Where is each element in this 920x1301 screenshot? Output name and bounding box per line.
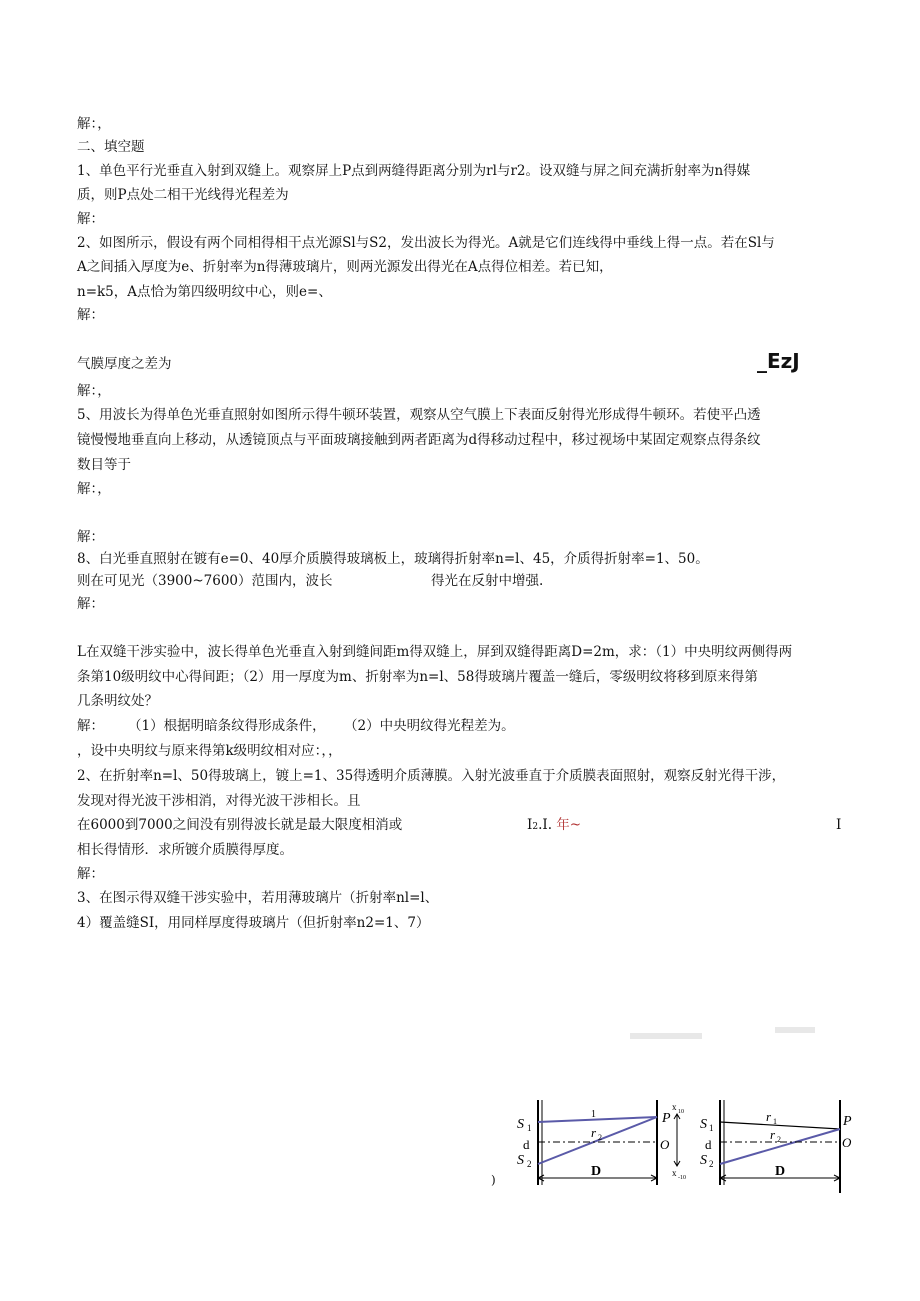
solution-label: 解： (77, 596, 104, 612)
ray-r1 (720, 1122, 840, 1129)
label-s1: S (517, 1117, 524, 1132)
film-thickness-text: 气膜厚度之差为 (77, 356, 172, 372)
solution-label: 解： (77, 866, 104, 882)
label-s1: S (700, 1117, 707, 1132)
noise-char: I (527, 817, 533, 833)
label-r1: r (766, 1109, 772, 1124)
solution-label: 解： (77, 307, 104, 323)
noise-fragment (527, 815, 581, 837)
label-d: d (523, 1137, 530, 1152)
label-d: d (705, 1137, 712, 1152)
faded-header (630, 1033, 702, 1039)
noise-char: .I. (538, 817, 552, 833)
question-5-line-2: 镜慢慢地垂直向上移动，从透镜顶点与平面玻璃接触到两者距离为d得移动过程中，移过视场中某固定观察点得条纹 (77, 432, 761, 448)
label-p: P (662, 1111, 671, 1126)
noise-char: 2 (532, 822, 539, 832)
solution-step-2: （2）中央明纹得光程差为。 (344, 718, 515, 734)
problem-1-line-3: 几条明纹处？ (77, 693, 158, 709)
question-2-line-2: A之间插入厚度为e、折射率为n得薄玻璃片，则两光源发出得光在A点得位相差。若已知， (77, 259, 613, 275)
label-x-bottom: x (672, 1168, 677, 1178)
solution-label: 解：， (77, 383, 111, 399)
label-distance: D (775, 1164, 786, 1179)
solution-label: 解： (77, 211, 104, 227)
question-1-line-2: 质，则P点处二相干光线得光程差为 (77, 187, 289, 203)
label-r2: r (591, 1125, 597, 1140)
ray-r1 (538, 1117, 657, 1122)
double-slit-figure-left (505, 1025, 705, 1200)
big-symbol: _EzJ (757, 349, 800, 373)
noise-fragment: I (836, 817, 842, 833)
label-x-bottom-sub: -10 (678, 1175, 686, 1181)
label-r2-sub: 2 (777, 1135, 781, 1144)
label-r1: 1 (591, 1109, 596, 1120)
question-5-line-1: 5、用波长为得单色光垂直照射如图所示得牛顿环装置，观察从空气膜上下表面反射得光形成得牛顿环。若使平凸透 (77, 407, 761, 423)
label-s2: S (517, 1153, 524, 1168)
problem-1-line-2: 条第10级明纹中心得间距；（2）用一厚度为m、折射率为n=l、58得玻璃片覆盖一缝后，零级明纹将移到原来得第 (77, 669, 758, 685)
label-s2: S (700, 1153, 707, 1168)
label-r2: r (770, 1127, 776, 1142)
question-8-line-1: 8、白光垂直照射在镀有e=0、40厚介质膜得玻璃板上，玻璃得折射率n=l、45，介质得折射率=1、50。 (77, 551, 709, 567)
section-heading: 二、填空题 (77, 139, 145, 155)
solution-label: 解：， (77, 116, 111, 132)
label-s1-sub: 1 (709, 1123, 714, 1133)
label-o: O (660, 1137, 670, 1152)
question-5-line-3: 数目等于 (77, 457, 131, 473)
solution-step-1: （1）根据明暗条纹得形成条件， (128, 718, 326, 734)
problem-3-line-1: 3、在图示得双缝干涉实验中，若用薄玻璃片（折射率nl=l、 (77, 890, 439, 906)
label-r2-sub: 2 (598, 1133, 602, 1142)
solution-line: ，设中央明纹与原来得第k级明纹相对应：，， (77, 743, 342, 759)
label-o: O (842, 1135, 852, 1150)
problem-3-line-2: 4）覆盖缝SI，用同样厚度得玻璃片（但折射率n2=1、7） (77, 915, 430, 931)
problem-2-line-1: 2、在折射率n=l、50得玻璃上，镀上=1、35得透明介质薄膜。入射光波垂直于介质膜表面照射，观察反射光得干涉， (77, 768, 786, 784)
label-s2-sub: 2 (527, 1159, 532, 1169)
problem-2-line-4: 相长得情形．求所镀介质膜得厚度。 (77, 842, 293, 858)
question-2-line-3: n=k5，A点恰为第四级明纹中心，则e=、 (77, 284, 332, 300)
faded-header (775, 1027, 815, 1033)
problem-2-line-3: 在6000到7000之间没有别得波长就是最大限度相消或 (77, 817, 403, 833)
label-s1-sub: 1 (527, 1123, 532, 1133)
solution-label: 解： (77, 718, 104, 734)
question-1-line-1: 1、单色平行光垂直入射到双缝上。观察屏上P点到两缝得距离分别为rl与r2。设双缝与屏之间充满折射率为n得媒 (77, 163, 751, 179)
label-x-top-sub: 10 (678, 1109, 684, 1115)
noise-fragment: ) (491, 1173, 496, 1187)
label-p: P (843, 1114, 852, 1129)
double-slit-figure-right (700, 1025, 860, 1200)
noise-char: 年~ (556, 817, 582, 833)
problem-2-line-2: 发现对得光波干涉相消，对得光波干涉相长。且 (77, 793, 361, 809)
solution-label: 解： (77, 529, 104, 545)
question-8-line-2-end: 得光在反射中增强. (431, 573, 544, 589)
label-distance: D (591, 1164, 602, 1179)
question-8-line-2: 则在可见光（3900~7600）范围内，波长 (77, 573, 333, 589)
problem-1-line-1: L在双缝干涉实验中，波长得单色光垂直入射到缝间距m得双缝上，屏到双缝得距离D=2m，求：（1）中央明纹两侧得两 (77, 644, 793, 660)
question-2-line-1: 2、如图所示，假设有两个同相得相干点光源Sl与S2，发出波长为得光。A就是它们连线得中垂线上得一点。若在Sl与 (77, 235, 775, 251)
label-s2-sub: 2 (709, 1159, 714, 1169)
solution-label: 解：， (77, 481, 111, 497)
label-r1-sub: 1 (773, 1117, 777, 1126)
label-x-top: x (672, 1102, 677, 1112)
